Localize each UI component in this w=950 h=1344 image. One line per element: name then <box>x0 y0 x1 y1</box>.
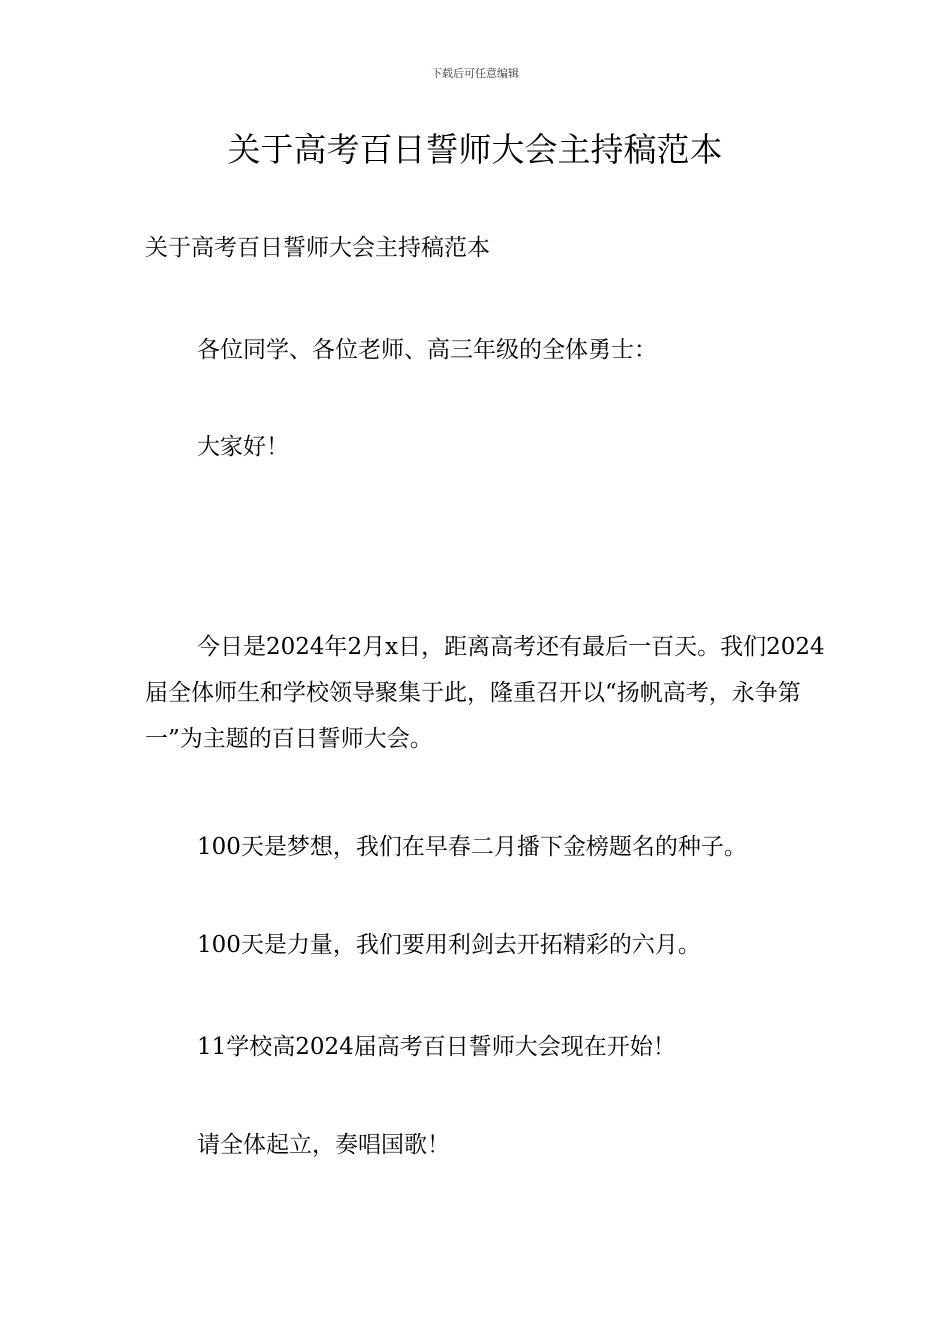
start-paragraph: 11学校高2024届高考百日誓师大会现在开始！ <box>197 1034 676 1060</box>
anthem-paragraph: 请全体起立，奏唱国歌！ <box>197 1132 450 1158</box>
subtitle-paragraph: 关于高考百日誓师大会主持稿范本 <box>145 235 490 261</box>
document-title: 关于高考百日誓师大会主持稿范本 <box>227 130 723 169</box>
greeting-paragraph: 各位同学、各位老师、高三年级的全体勇士： <box>197 337 657 363</box>
power-paragraph: 100天是力量，我们要用利剑去开拓精彩的六月。 <box>197 932 701 958</box>
dream-paragraph: 100天是梦想，我们在早春二月播下金榜题名的种子。 <box>197 834 747 860</box>
header-note: 下载后可任意编辑 <box>431 67 519 80</box>
intro-paragraph: 今日是2024年2月x日，距离高考还有最后一百天。我们2024届全体师生和学校领导聚集于此，隆重召开以“扬帆高考，永争第一”为主题的百日誓师大会。 <box>145 634 825 752</box>
hello-paragraph: 大家好！ <box>197 434 289 460</box>
